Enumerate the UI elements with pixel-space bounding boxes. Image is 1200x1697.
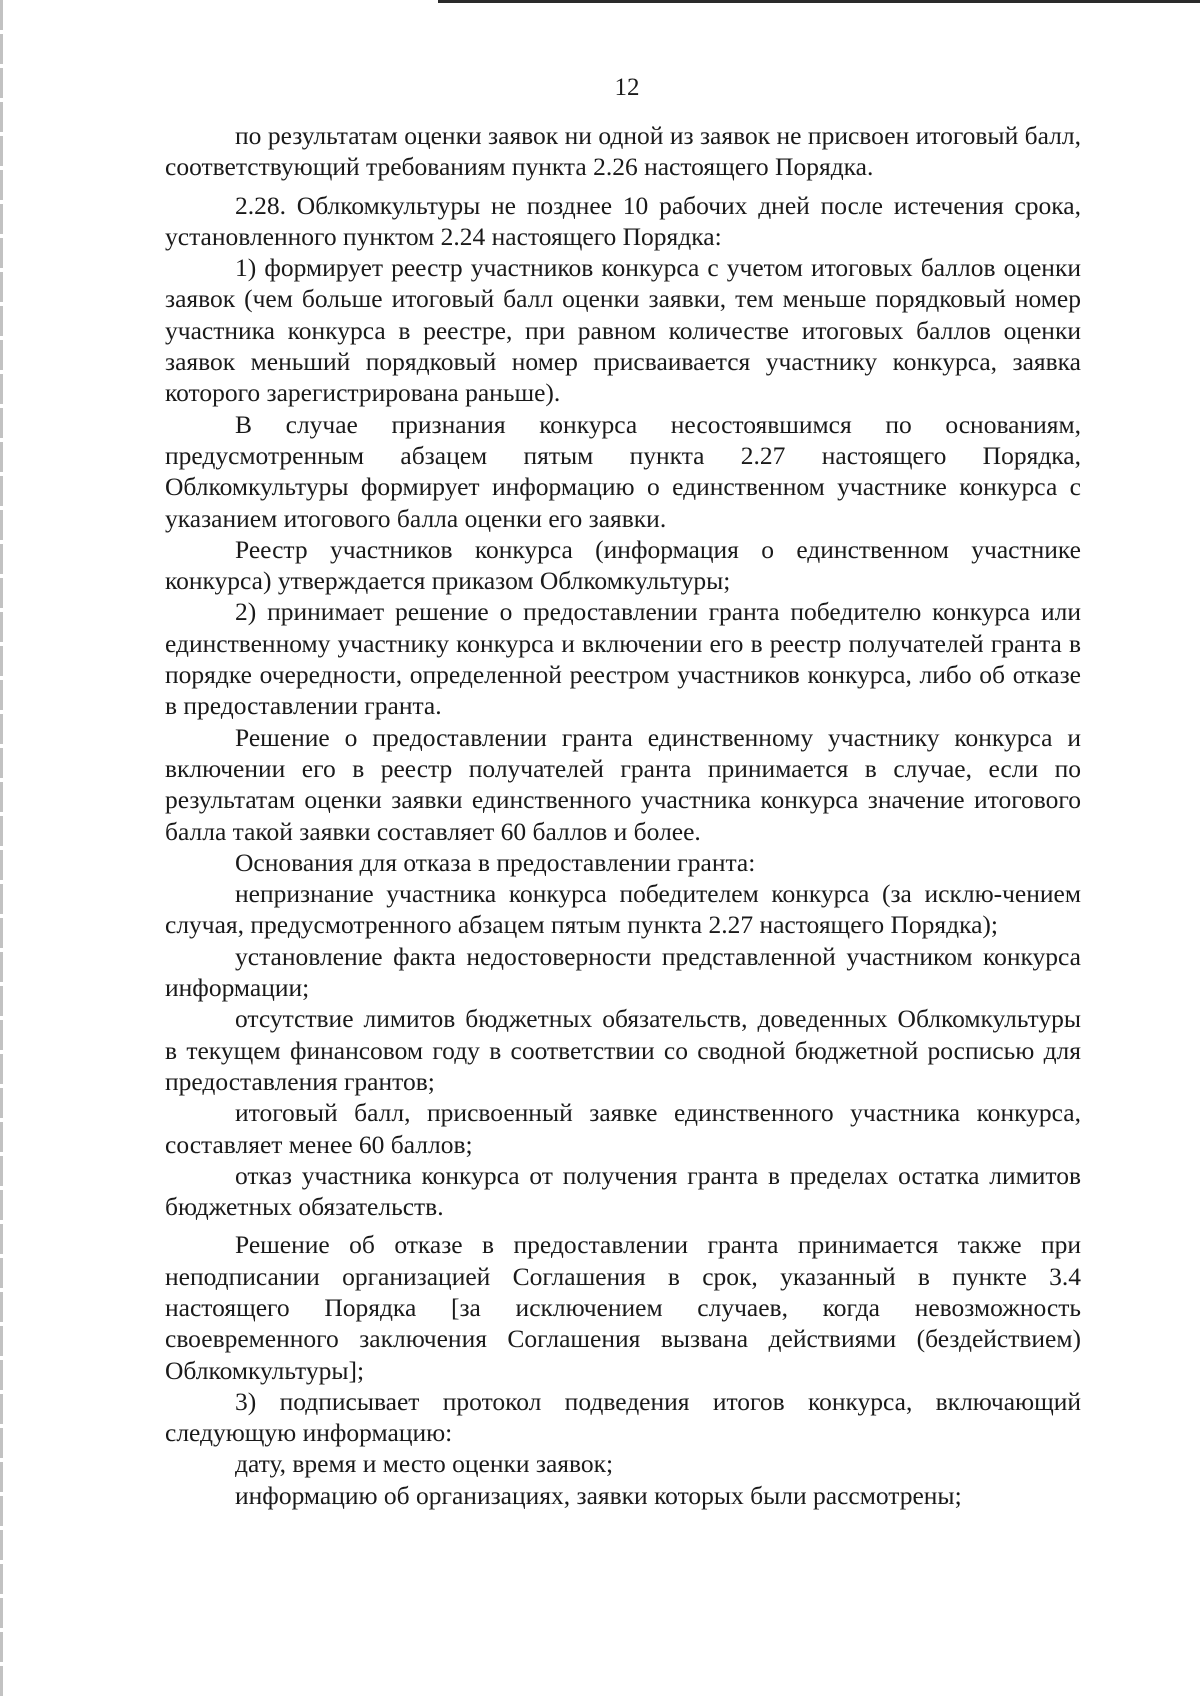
paragraph-item-3: 3) подписывает протокол подведения итогов конкурса, включающий следующую информацию: <box>165 1386 1081 1448</box>
scan-top-edge <box>438 0 1200 3</box>
paragraph-heading-refusal-grounds: Основания для отказа в предоставлении гранта: <box>235 847 756 877</box>
paragraph-list-item: отсутствие лимитов бюджетных обязательств, доведенных Облкомкультуры в текущем финансовом году в соответствии со сводной бюджетной росписью для предоставления грантов; <box>165 1004 1081 1096</box>
paragraph-list-item: установление факта недостоверности представленной участником конкурса информации; <box>165 941 1081 1003</box>
paragraph-list-item: информацию об организациях, заявки которых были рассмотрены; <box>235 1480 962 1510</box>
paragraph-item-1: 1) формирует реестр участников конкурса с учетом итоговых баллов оценки заявок (чем больше итоговый балл оценки заявки, тем меньше порядковый номер участника конкурса в реестре, при равном количестве итоговых баллов оценки заявок меньший порядковый номер присваивается участнику конкурса, заявка которого зарегистрирована раньше). <box>165 253 1081 408</box>
paragraph-list-item: дату, время и место оценки заявок; <box>235 1449 614 1479</box>
scan-left-edge <box>0 0 3 1697</box>
page-number: 12 <box>614 74 640 101</box>
paragraph: Решение об отказе в предоставлении гранта принимается также при неподписании организацией Соглашения в срок, указанный в пункте 3.4 настоящего Порядка [за исключением случаев, когда невозможность своевременного заключения Соглашения вызвана действиями (бездействием) Облкомкультуры]; <box>165 1230 1081 1385</box>
paragraph-list-item: отказ участника конкурса от получения гранта в пределах остатка лимитов бюджетных обязательств. <box>165 1160 1081 1222</box>
paragraph-item-2: 2) принимает решение о предоставлении гранта победителю конкурса или единственному участнику конкурса и включении его в реестр получателей гранта в порядке очередности, определенной реестром участников конкурса, либо об отказе в предоставлении гранта. <box>165 597 1081 721</box>
paragraph-clause-2-28: 2.28. Облкомкультуры не позднее 10 рабочих дней после истечения срока, установленного пунктом 2.24 настоящего Порядка: <box>165 190 1081 251</box>
document-body <box>165 120 1081 1511</box>
paragraph-continuation: по результатам оценки заявок ни одной из заявок не присвоен итоговый балл, соответствующий требованиям пункта 2.26 настоящего Порядка. <box>165 121 1081 182</box>
paragraph-list-item: непризнание участника конкурса победителем конкурса (за исклю-чением случая, предусмотренного абзацем пятым пункта 2.27 настоящего Порядка); <box>165 879 1081 940</box>
paragraph: Решение о предоставлении гранта единственному участнику конкурса и включении его в реестр получателей гранта принимается в случае, если по результатам оценки заявки единственного участника конкурса значение итогового балла такой заявки составляет 60 баллов и более. <box>165 722 1081 846</box>
paragraph: Реестр участников конкурса (информация о единственном участнике конкурса) утверждается приказом Облкомкультуры; <box>165 534 1081 596</box>
paragraph-list-item: итоговый балл, присвоенный заявке единственного участника конкурса, составляет менее 60 баллов; <box>165 1098 1081 1159</box>
paragraph: В случае признания конкурса несостоявшимся по основаниям, предусмотренным абзацем пятым пункта 2.27 настоящего Порядка, Облкомкультуры формирует информацию о единственном участнике конкурса с указанием итогового балла оценки его заявки. <box>165 409 1081 533</box>
